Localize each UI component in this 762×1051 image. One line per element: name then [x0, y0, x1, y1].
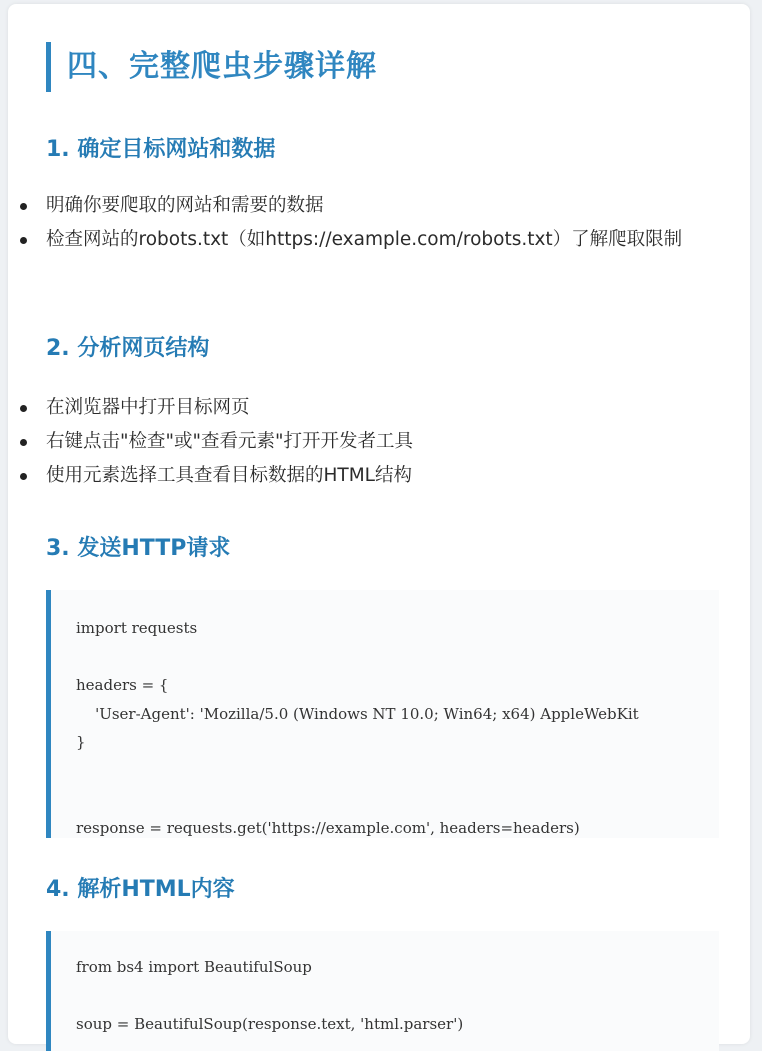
bullet-icon [20, 237, 27, 244]
article-page [8, 4, 750, 1044]
list-item: 右键点击"检查"或"查看元素"打开开发者工具 [8, 425, 708, 459]
code-line: from bs4 import BeautifulSoup [76, 958, 312, 976]
list-item: 明确你要爬取的网站和需要的数据 [8, 189, 708, 223]
code-line: } [76, 733, 86, 751]
code-block-request [46, 590, 719, 838]
list-item: 在浏览器中打开目标网页 [8, 391, 708, 425]
step1-list [8, 189, 708, 257]
code-line [76, 982, 719, 1011]
step4-heading: 4. 解析HTML内容 [46, 877, 235, 902]
code-line: headers = { [76, 676, 169, 694]
section-title: 四、完整爬虫步骤详解 [46, 42, 377, 92]
code-line: soup = BeautifulSoup(response.text, 'html.parser') [76, 1015, 464, 1033]
code-line [76, 785, 719, 814]
code-line [76, 757, 719, 786]
step3-heading: 3. 发送HTTP请求 [46, 536, 231, 561]
bullet-icon [20, 203, 27, 210]
step2-heading: 2. 分析网页结构 [46, 336, 210, 361]
code-line: response = requests.get('https://example.com', headers=headers) [76, 818, 580, 837]
bullet-icon [20, 405, 27, 412]
step1-heading: 1. 确定目标网站和数据 [46, 137, 276, 162]
code-line [76, 643, 719, 672]
list-item: 检查网站的robots.txt（如https://example.com/robots.txt）了解爬取限制 [8, 223, 708, 257]
bullet-icon [20, 439, 27, 446]
list-item: 使用元素选择工具查看目标数据的HTML结构 [8, 459, 708, 493]
code-line: 'User-Agent': 'Mozilla/5.0 (Windows NT 10.0; Win64; x64) AppleWebKit [76, 704, 639, 723]
step2-list [8, 391, 708, 493]
code-line: import requests [76, 619, 198, 637]
code-block-parse [46, 931, 719, 1051]
bullet-icon [20, 473, 27, 480]
